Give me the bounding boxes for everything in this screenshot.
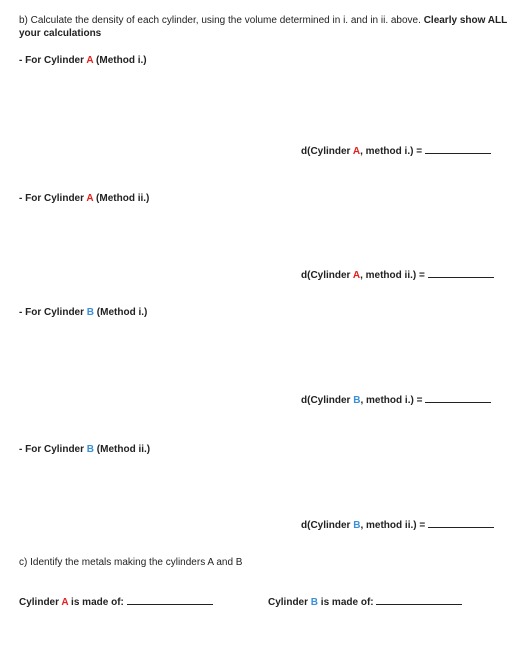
answer-suffix: , method ii.) = (360, 270, 425, 281)
cyl-b-letter: B (310, 597, 319, 608)
answer-line-a-method-ii (301, 268, 494, 281)
cyl-b-suffix: is made of: (318, 597, 374, 608)
answer-suffix: , method ii.) = (360, 520, 426, 531)
answer-blank-a-method-i[interactable] (425, 144, 491, 154)
block-method: (Method ii.) (94, 444, 151, 455)
cylinder-letter: A (86, 193, 94, 204)
cyl-a-prefix: Cylinder (19, 597, 62, 608)
answer-prefix: d(Cylinder (301, 270, 353, 281)
answer-prefix: d(Cylinder (301, 146, 353, 157)
cyl-a-letter: A (61, 597, 69, 608)
answer-suffix: , method i.) = (360, 146, 423, 157)
block-heading-a-method-ii (19, 193, 149, 204)
answer-cylinder-letter: A (352, 146, 361, 157)
block-heading-a-method-i (19, 55, 147, 66)
block-method: (Method i.) (93, 55, 147, 66)
answer-cylinder-letter: B (353, 395, 361, 406)
block-method: (Method ii.) (93, 193, 150, 204)
answer-line-a-method-i (301, 144, 491, 157)
cyl-a-suffix: is made of: (68, 597, 124, 608)
cylinder-b-metal-line (268, 595, 462, 608)
block-method: (Method i.) (94, 307, 148, 318)
cyl-b-prefix: Cylinder (268, 597, 311, 608)
section-b-bold-instruction: Clearly show ALL your calculations (19, 15, 508, 39)
section-b-text: b) Calculate the density of each cylinder, using the volume determined in i. and in ii. above. (19, 15, 421, 26)
cylinder-a-metal-line (19, 595, 213, 608)
cylinder-letter: B (86, 307, 95, 318)
answer-blank-b-method-ii[interactable] (428, 518, 494, 528)
block-prefix: - For Cylinder (19, 307, 87, 318)
answer-suffix: , method i.) = (360, 395, 423, 406)
block-heading-b-method-ii (19, 444, 150, 455)
block-prefix: - For Cylinder (19, 444, 87, 455)
answer-line-b-method-i (301, 393, 491, 406)
cylinder-a-metal-blank[interactable] (127, 595, 213, 605)
block-prefix: - For Cylinder (19, 193, 87, 204)
answer-blank-a-method-ii[interactable] (428, 268, 494, 278)
cylinder-b-metal-blank[interactable] (376, 595, 462, 605)
answer-blank-b-method-i[interactable] (425, 393, 491, 403)
section-c-question: c) Identify the metals making the cylinders A and B (19, 557, 243, 568)
block-heading-b-method-i (19, 307, 147, 318)
answer-cylinder-letter: A (352, 270, 361, 281)
cylinder-letter: A (86, 55, 94, 66)
answer-prefix: d(Cylinder (301, 395, 354, 406)
answer-line-b-method-ii (301, 518, 494, 531)
cylinder-letter: B (86, 444, 95, 455)
section-b-instructions (19, 14, 509, 40)
block-prefix: - For Cylinder (19, 55, 87, 66)
answer-cylinder-letter: B (353, 520, 361, 531)
answer-prefix: d(Cylinder (301, 520, 354, 531)
